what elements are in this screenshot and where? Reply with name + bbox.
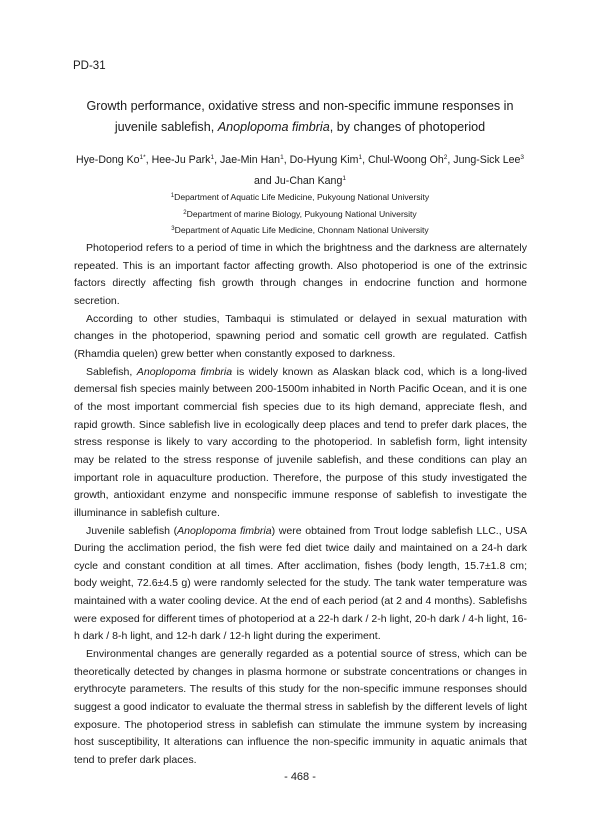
author-affiliation-mark: 2: [443, 154, 448, 161]
affiliation: [60, 189, 540, 206]
author-affiliation-mark: 1: [280, 154, 284, 161]
affiliation-number: 2: [183, 209, 187, 216]
author-name: Hye-Dong Ko: [75, 154, 140, 166]
affiliation: [60, 206, 540, 223]
paragraph-text: Environmental changes are generally regarded as a potential source of stress, which can be theoretically detected by changes in plasma hormone or substrate concentrations or changes in erythrocyte parameters. The results of this study for the non-specific immune responses should suggest a good indicator to evaluate the thermal stress in sablefish by the different levels of light exposure. The photoperiod stress in sablefish can stimulate the immune system by increasing host susceptibility, It alterations can influence the non-specific immunity in aquatic animals that tend to prefer dark places.: [74, 648, 527, 767]
author-affiliation-mark: 1: [139, 154, 144, 161]
author-name: Jae-Min Han: [220, 154, 281, 166]
affiliation: [60, 222, 540, 239]
paragraph-text-end: ) were obtained from Trout lodge sablefish LLC., USA During the acclimation period, the fish were fed diet twice daily and maintained on a 24-h dark cycle and constant condition at all times. After acclimation, fishes (body length, 15.7±1.8 cm; body weight, 72.6±4.5 g) were randomly selected for the study. The tank water temperature was maintained with a water cooling device. At the end of each period (at 2 and 4 months). Sablefishs were exposed for different times of photoperiod at a 22-h dark / 2-h light, 20-h dark / 4-h light, 16-h dark / 8-h light, and 12-h dark / 12-h light during the experiment.: [74, 524, 527, 643]
title-species: Anoplopoma fimbria: [217, 120, 330, 134]
affiliation-number: 1: [170, 193, 175, 199]
corresponding-author-mark: *: [143, 154, 146, 161]
author-separator: ,: [362, 154, 368, 166]
author-name: and Ju-Chan Kang: [254, 175, 343, 187]
author-affiliation-mark: 3: [520, 154, 525, 161]
paragraph-text: Juvenile sablefish (: [86, 524, 178, 537]
author-affiliation-mark: 1: [342, 175, 346, 182]
affiliation-text: Department of Aquatic Life Medicine, Pukyoung National University: [174, 192, 430, 202]
author-name: Do-Hyung Kim: [289, 154, 359, 166]
paper-title: [70, 96, 530, 138]
paragraph-italic: Anoplopoma fimbria: [177, 524, 272, 537]
author-list: [60, 150, 540, 192]
body-paragraph: [74, 646, 527, 770]
body-paragraph: [74, 364, 527, 523]
author-name: Chul-Woong Oh: [367, 154, 444, 166]
paragraph-text-end: is widely known as Alaskan black cod, which is a long-lived demersal fish species mainly between 200-1500m inhabited in North Pacific Ocean, and it is one of the most important commercial fish species due to its high demand, appreciate flesh, and rapid growth. Since sablefish live in ecologically deep places and tend to prefer dark places, the stress response is likely to vary according to the photoperiod. In sablefish form, light intensity may be related to the stress response of juvenile sablefish, and these conditions can play an important role in aquaculture production. Therefore, the purpose of this study investigated the growth, antioxidant enzyme and nonspecific immune response of sablefish to investigate the illuminance in sablefish culture.: [74, 365, 527, 519]
body-paragraph: [74, 240, 527, 311]
author-name: Hee-Ju Park: [151, 154, 211, 166]
author-separator: ,: [214, 154, 220, 166]
affiliation-text: Department of marine Biology, Pukyoung National University: [186, 208, 417, 219]
affiliation-list: [60, 189, 540, 239]
title-text-end: , by changes of photoperiod: [329, 120, 486, 134]
paragraph-text: Sablefish,: [86, 365, 137, 378]
paragraph-italic: Anoplopoma fimbria: [136, 365, 233, 378]
author-separator: ,: [145, 154, 152, 166]
paragraph-text: Photoperiod refers to a period of time in which the brightness and the darkness are alternately repeated. This is an important factor affecting growth. Also photoperiod is one of the extrinsic factors directly affecting fish growth through changes in endocrine function and hormone secretion.: [74, 242, 527, 307]
abstract-body: [74, 240, 527, 770]
author-separator: ,: [447, 154, 454, 166]
paper-code: PD-31: [73, 60, 106, 72]
author-affiliation-mark: 1: [210, 154, 215, 161]
body-paragraph: [74, 523, 527, 647]
page-number: - 468 -: [284, 771, 316, 783]
affiliation-text: Department of Aquatic Life Medicine, Chonnam National University: [174, 225, 429, 235]
body-paragraph: [74, 311, 527, 364]
author-separator: ,: [283, 154, 290, 166]
author-name: Jung-Sick Lee: [453, 154, 521, 166]
paragraph-text: According to other studies, Tambaqui is stimulated or delayed in sexual maturation with changes in the photoperiod, spawning period and somatic cell growth are regulated. Catfish (Rhamdia quelen) grew better when constantly exposed to darkness.: [74, 312, 527, 360]
affiliation-number: 3: [171, 226, 175, 232]
author-affiliation-mark: 1: [358, 154, 363, 161]
title-text: Growth performance, oxidative stress and non-specific immune responses in juvenile sablefish,: [86, 99, 514, 134]
